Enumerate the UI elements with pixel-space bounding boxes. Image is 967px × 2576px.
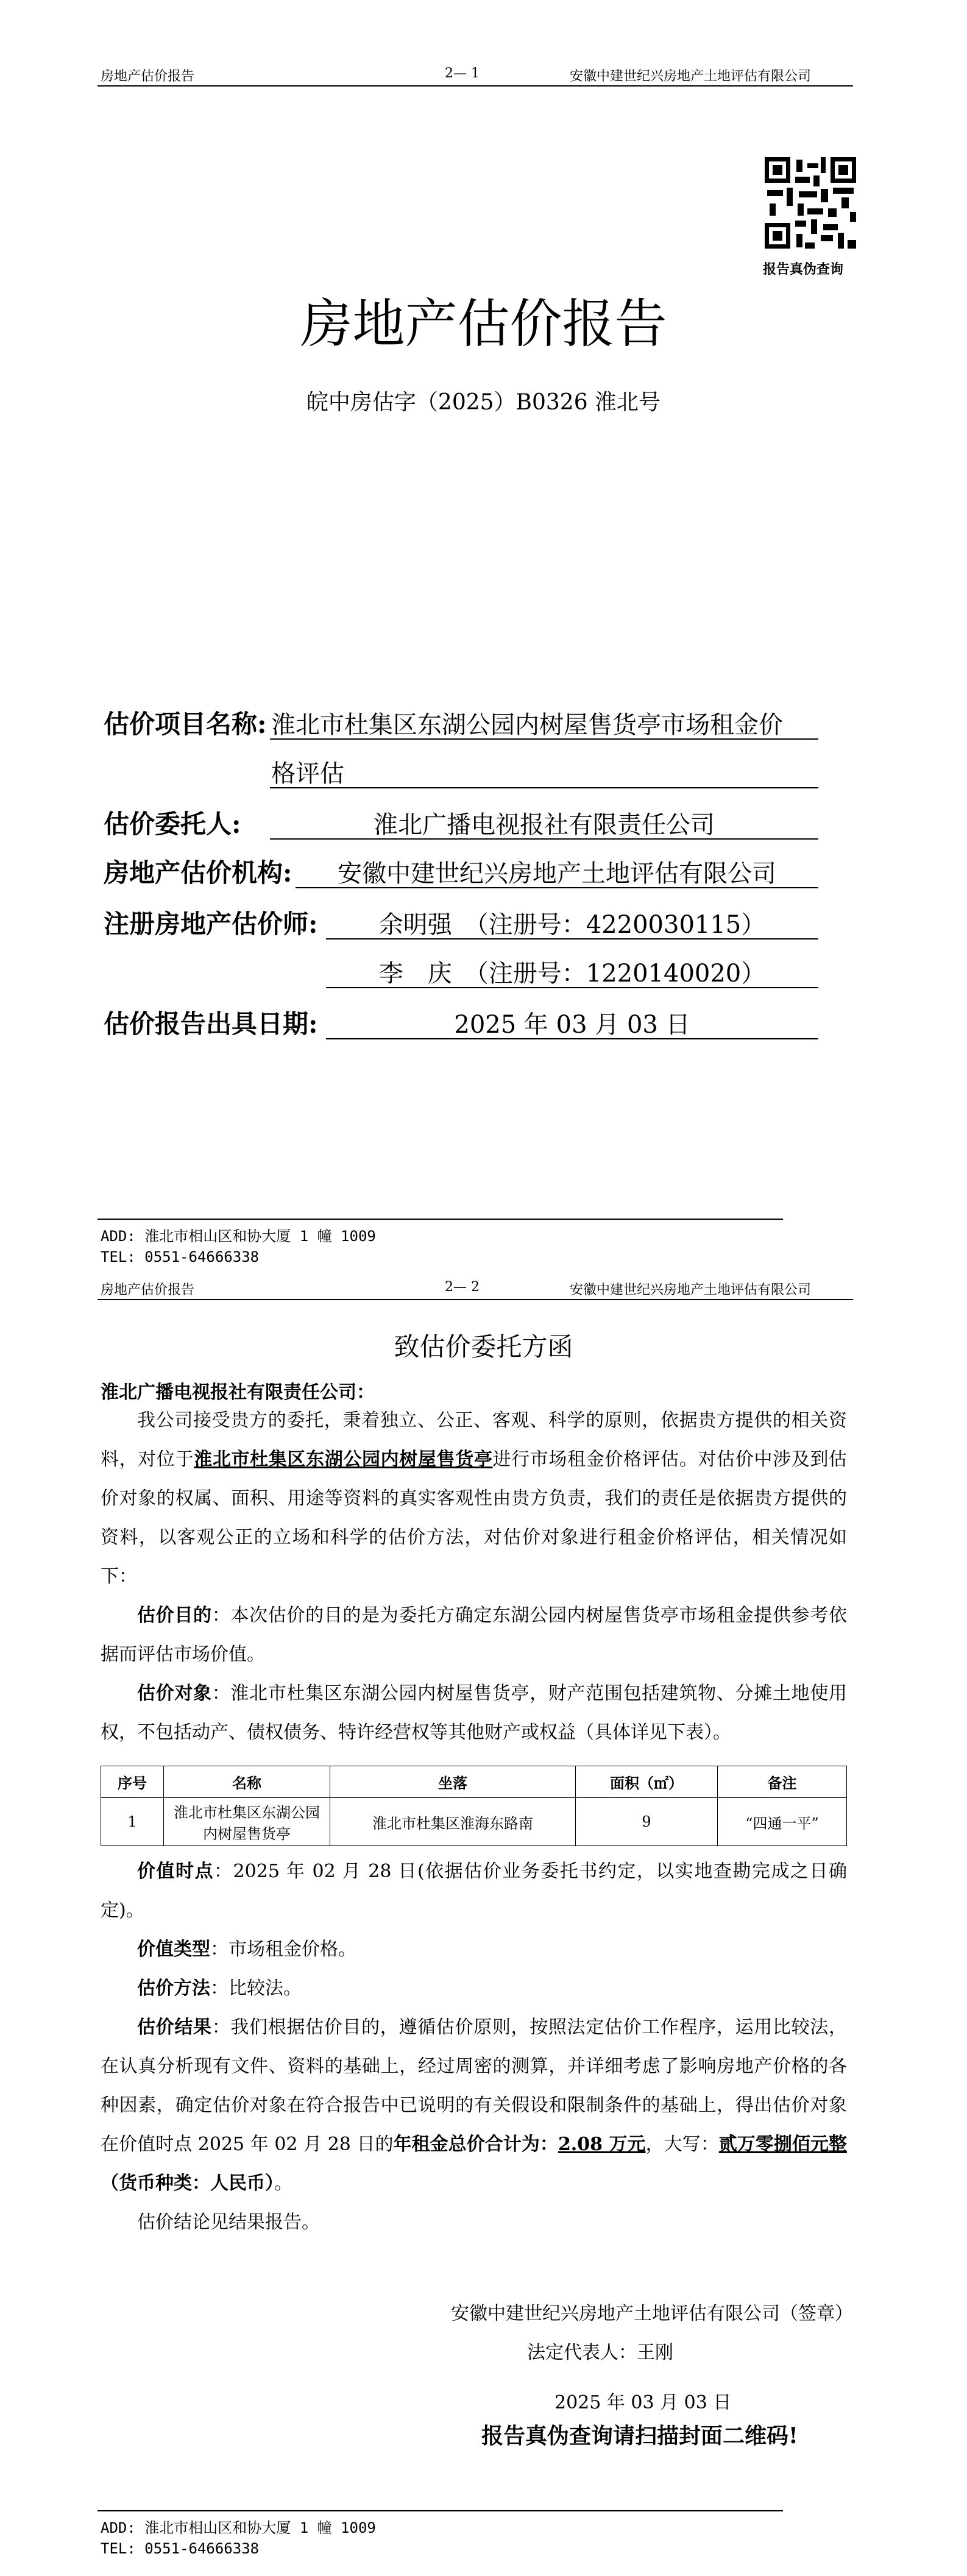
table-cell: 淮北市杜集区淮海东路南 (330, 1798, 576, 1846)
time-text: ：2025 年 02 月 28 日(依据估价业务委托书约定，以实地查勘完成之日确定)。 (101, 1861, 847, 1921)
client-label: 估价委托人: (104, 809, 241, 839)
project-underline-1 (270, 738, 818, 740)
table-row (101, 1798, 847, 1846)
result-text-a: ：我们根据估价目的，遵循估价原则，按照法定估价工作程序，运用比较法，在认真分析现有文件、资料的基础上，经过周密的测算，并详细考虑了影响房地产价格的各种因素，确定估价对象在符合报告中已说明的有关假设和限制条件的基础上，得出估价对象在价值时点 2025 年 02 月 28 日的 (101, 2017, 847, 2155)
result-amount: 2.08 万元 (558, 2134, 646, 2155)
project-underline-2 (270, 787, 818, 788)
object-paragraph (101, 1674, 847, 1752)
agency-underline (296, 887, 818, 888)
time-paragraph (101, 1852, 847, 1930)
object-table (101, 1766, 847, 1846)
table-header: 名称 (164, 1766, 330, 1798)
project-value-line1: 淮北市杜集区东湖公园内树屋售货亭市场租金价 (271, 711, 783, 739)
appraiser-1-underline (326, 938, 818, 939)
method-text: ：比较法。 (210, 1978, 302, 1999)
qr-code-icon (765, 157, 856, 249)
table-header: 坐落 (330, 1766, 576, 1798)
result-paragraph (101, 2008, 847, 2203)
report-title: 房地产估价报告 (300, 294, 667, 355)
table-cell: “四通一平” (718, 1798, 847, 1846)
verify-note: 报告真伪查询请扫描封面二维码! (481, 2423, 798, 2449)
legal-representative: 法定代表人：王刚 (527, 2342, 673, 2363)
page1-footer-address: ADD: 淮北市相山区和协大厦 1 幢 1009 (101, 1228, 376, 1245)
appraiser-label: 注册房地产估价师: (104, 909, 318, 939)
page1-footer-rule (97, 1219, 783, 1220)
letter-body (101, 1401, 847, 1752)
page1-footer-tel: TEL: 0551-64666338 (101, 1248, 260, 1265)
table-header: 面积（㎡） (576, 1766, 718, 1798)
letter-addressee: 淮北广播电视报社有限责任公司： (101, 1382, 375, 1403)
letter-title: 致估价委托方函 (394, 1332, 573, 1362)
client-underline (270, 838, 818, 840)
purpose-text: ：本次估价的目的是为委托方确定东湖公园内树屋售货亭市场租金提供参考依据而评估市场价值。 (101, 1605, 847, 1665)
result-amount-upper: 贰万零捌佰元整 (718, 2134, 848, 2155)
page2-header-rule (97, 1299, 853, 1300)
see-report-paragraph (101, 2203, 847, 2242)
type-paragraph (101, 1930, 847, 1969)
result-total-label: 年租金总价合计为： (393, 2134, 558, 2155)
purpose-paragraph (101, 1596, 847, 1674)
page1-header-left: 房地产估价报告 (101, 69, 195, 84)
see-report-text: 估价结论见结果报告。 (137, 2212, 320, 2233)
intro-text-b: 进行市场租金价格评估。对估价中涉及到估价对象的权属、面积、用途等资料的真实客观性由贵方负责，我们的责任是依据贵方提供的资料，以客观公正的立场和科学的估价方法，对估价对象进行租金价格评估，相关情况如下： (101, 1449, 848, 1587)
method-paragraph (101, 1969, 847, 2008)
page2-header-center: 2— 2 (445, 1279, 480, 1295)
appraiser-2-underline (326, 987, 818, 988)
intro-paragraph (101, 1401, 847, 1596)
table-header: 序号 (101, 1766, 164, 1798)
appraiser-1: 余明强 （注册号：4220030115） (378, 911, 766, 939)
page1-header-rule (97, 85, 853, 87)
page2-footer-address: ADD: 淮北市相山区和协大厦 1 幢 1009 (101, 2519, 376, 2536)
result-end: 。 (274, 2173, 292, 2194)
result-currency: （货币种类：人民币） (101, 2173, 274, 2194)
company-signature: 安徽中建世纪兴房地产土地评估有限公司（签章） (451, 2303, 853, 2324)
appraiser-2: 李 庆 （注册号：1220140020） (378, 960, 766, 988)
project-value-line2: 格评估 (271, 760, 344, 788)
page1-header-center: 2— 1 (445, 66, 480, 81)
signature-date: 2025 年 03 月 03 日 (554, 2392, 732, 2413)
type-text: ：市场租金价格。 (210, 1939, 356, 1960)
object-label: 估价对象 (137, 1683, 212, 1704)
object-text: ：淮北市杜集区东湖公园内树屋售货亭，财产范围包括建筑物、分摊土地使用权，不包括动产、债权债务、特许经营权等其他财产或权益（具体详见下表）。 (101, 1683, 847, 1743)
date-underline (326, 1038, 818, 1039)
agency-value: 安徽中建世纪兴房地产土地评估有限公司 (338, 860, 776, 888)
time-label: 价值时点 (137, 1861, 214, 1882)
letter-body-2 (101, 1852, 847, 2242)
table-header: 备注 (718, 1766, 847, 1798)
date-label: 估价报告出具日期: (104, 1009, 318, 1039)
project-label: 估价项目名称: (104, 709, 267, 739)
qr-caption: 报告真伪查询 (763, 261, 844, 277)
page2-header-left: 房地产估价报告 (101, 1283, 195, 1298)
intro-location: 淮北市杜集区东湖公园内树屋售货亭 (194, 1449, 493, 1470)
client-value: 淮北广播电视报社有限责任公司 (374, 811, 715, 839)
page2-footer-tel: TEL: 0551-64666338 (101, 2540, 260, 2557)
result-text-b: ，大写： (645, 2134, 719, 2155)
table-header-row (101, 1766, 847, 1798)
date-value: 2025 年 03 月 03 日 (454, 1011, 690, 1039)
report-number: 皖中房估字（2025）B0326 淮北号 (306, 390, 661, 415)
intro-text-a: 我公司接受贵方的委托，秉着独立、公正、客观、科学的原则，依据贵方提供的相关资料，对位于 (101, 1410, 847, 1470)
result-label: 估价结果 (137, 2017, 212, 2038)
page2-footer-rule (97, 2510, 783, 2511)
page2-header-right: 安徽中建世纪兴房地产土地评估有限公司 (570, 1283, 812, 1298)
page1-header-right: 安徽中建世纪兴房地产土地评估有限公司 (570, 69, 812, 84)
table-cell: 9 (576, 1798, 718, 1846)
method-label: 估价方法 (137, 1978, 210, 1999)
agency-label: 房地产估价机构: (104, 858, 292, 888)
purpose-label: 估价目的 (137, 1605, 212, 1626)
type-label: 价值类型 (137, 1939, 210, 1960)
table-cell: 1 (101, 1798, 164, 1846)
table-cell: 淮北市杜集区东湖公园内树屋售货亭 (164, 1798, 330, 1846)
